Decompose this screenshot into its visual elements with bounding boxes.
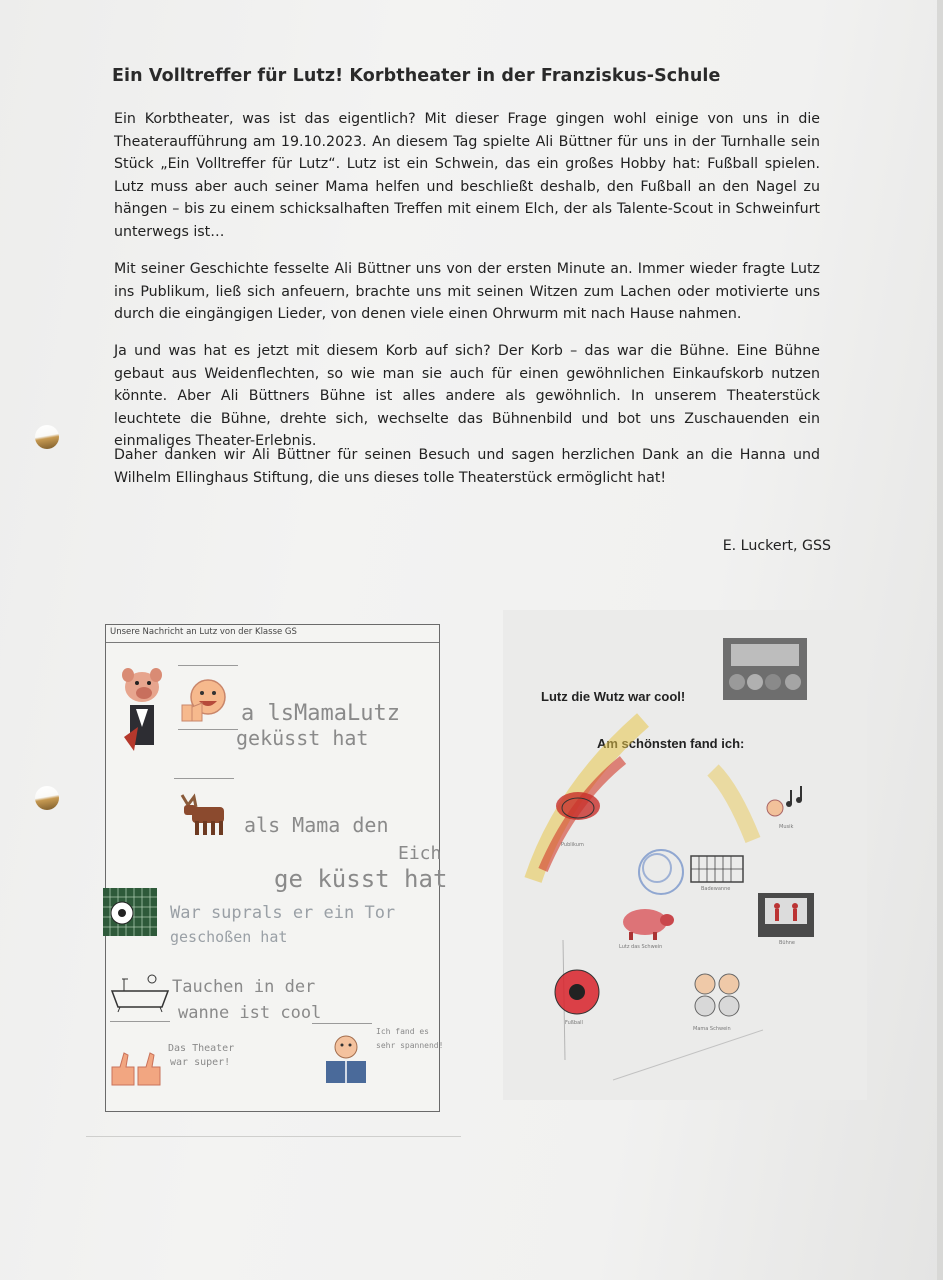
entry-2-line-3: ge küsst hat bbox=[274, 865, 448, 893]
entry-1-line-1: a lsMamaLutz bbox=[241, 701, 400, 726]
worksheet-right bbox=[503, 610, 867, 1100]
moose-icon bbox=[178, 791, 230, 839]
happy-face-icon bbox=[178, 677, 230, 725]
entry-5-line-1: Das Theater bbox=[168, 1043, 235, 1054]
entry-6-line-1: Ich fand es bbox=[376, 1027, 429, 1036]
entry-6-line bbox=[312, 1023, 372, 1024]
entry-6-line-2: sehr spannend! bbox=[376, 1041, 444, 1050]
worksheet-right-subheading: Am schönsten fand ich: bbox=[597, 736, 745, 751]
paragraph-3: Ja und was hat es jetzt mit diesem Korb auf sich? Der Korb – das war die Bühne. Eine Bühne gebaut aus Weidenflechten, so wie man sie auch für einen gewöhnlichen Einkaufskorb nutzen könnte. Aber Ali Büttners Bühne ist alles andere als gewöhnlich. In unserem Theaterstück leuchtete die Bühne, drehte sich, wechselte das Bühnenbild und bot uns Zuschauenden ein einmaliges Theater-Erlebnis. bbox=[114, 343, 820, 449]
bathtub-keyboard-icon bbox=[689, 848, 745, 888]
bottom-divider bbox=[86, 1136, 461, 1137]
pig-puppet-icon bbox=[114, 667, 172, 757]
worksheet-right-heading: Lutz die Wutz war cool! bbox=[541, 689, 686, 704]
paragraph-1: Ein Korbtheater, was ist das eigentlich? Mit dieser Frage gingen wohl einige von uns in die Theateraufführung am 19.10.2023. An diesem Tag spielte Ali Büttner für uns in der Turnhalle sein Stück „Ein Volltreffer für Lutz“. Lutz ist ein Schwein, das ein großes Hobby hat: Fußball spielen. Lutz muss aber auch seiner Mama helfen und beschließt deshalb, den Fußball an den Nagel zu hängen – bis zu einem schicksalhaften Treffen mit einem Elch, der als Talente-Scout in Schweinfurt unterwegs ist… bbox=[114, 111, 820, 240]
pig-icon bbox=[619, 902, 675, 942]
article-title: Ein Volltreffer für Lutz! Korbtheater in der Franziskus-Schule bbox=[112, 66, 721, 86]
punch-hole-top bbox=[35, 425, 59, 449]
title-divider bbox=[106, 642, 439, 643]
entry-4-line-2: wanne ist cool bbox=[178, 1003, 322, 1023]
entry-4-line-1: Tauchen in der bbox=[172, 977, 316, 997]
music-icon bbox=[761, 782, 811, 826]
caption-publikum: Publikum bbox=[561, 842, 584, 848]
paragraph-4: Daher danken wir Ali Büttner für seinen Besuch und sagen herzlichen Dank an die Hanna und Wilhelm Ellinghaus Stiftung, die uns dieses tolle Theaterstück ermöglicht hat! bbox=[114, 447, 820, 486]
signature: E. Luckert, GSS bbox=[722, 538, 831, 554]
soccer-goal-icon bbox=[102, 887, 158, 937]
caption-musik: Musik bbox=[779, 824, 794, 830]
worksheet-left bbox=[105, 624, 448, 1112]
entry-1-line-2: geküsst hat bbox=[236, 726, 369, 750]
entry-1-line bbox=[178, 665, 238, 666]
caption-mama-schwein: Mama Schwein bbox=[693, 1026, 731, 1032]
mama-pig-icon bbox=[687, 970, 747, 1022]
worksheet-left-title: Unsere Nachricht an Lutz von der Klasse GS bbox=[110, 627, 297, 637]
paper-edge bbox=[937, 0, 943, 1280]
entry-2-line-1: als Mama den bbox=[244, 813, 389, 837]
caption-lutz-das-schwein: Lutz das Schwein bbox=[619, 944, 663, 950]
caption-badewanne: Badewanne bbox=[701, 886, 731, 892]
caption-fussball: Fußball bbox=[565, 1020, 583, 1026]
entry-2-line-2: Eich bbox=[398, 843, 442, 864]
paragraph-2: Mit seiner Geschichte fesselte Ali Büttner uns von der ersten Minute an. Immer wieder fragte Lutz ins Publikum, ließ sich anfeuern, brachte uns mit seinen Witzen zum Lachen oder motivierte uns durch die eingängigen Lieder, von denen viele einen Ohrwurm mit nach Hause nahmen. bbox=[114, 261, 820, 322]
punch-hole-bottom bbox=[35, 786, 59, 810]
entry-3-line-1: War suprals er ein Tor bbox=[170, 903, 396, 923]
crayon-scribbles bbox=[503, 610, 867, 1100]
entry-1-caption-line bbox=[178, 729, 238, 730]
football-icon bbox=[551, 966, 603, 1018]
entry-2-line bbox=[174, 778, 234, 779]
thumbs-up-icon bbox=[108, 1049, 166, 1089]
caption-buehne: Bühne bbox=[779, 940, 796, 946]
reading-child-icon bbox=[318, 1033, 376, 1087]
entry-5-line-2: war super! bbox=[170, 1057, 231, 1068]
audience-icon bbox=[551, 788, 605, 838]
stage-icon bbox=[757, 892, 815, 938]
bathtub-icon bbox=[110, 973, 170, 1013]
entry-4-line bbox=[110, 1021, 170, 1022]
entry-3-line-2: geschoßen hat bbox=[170, 928, 288, 946]
